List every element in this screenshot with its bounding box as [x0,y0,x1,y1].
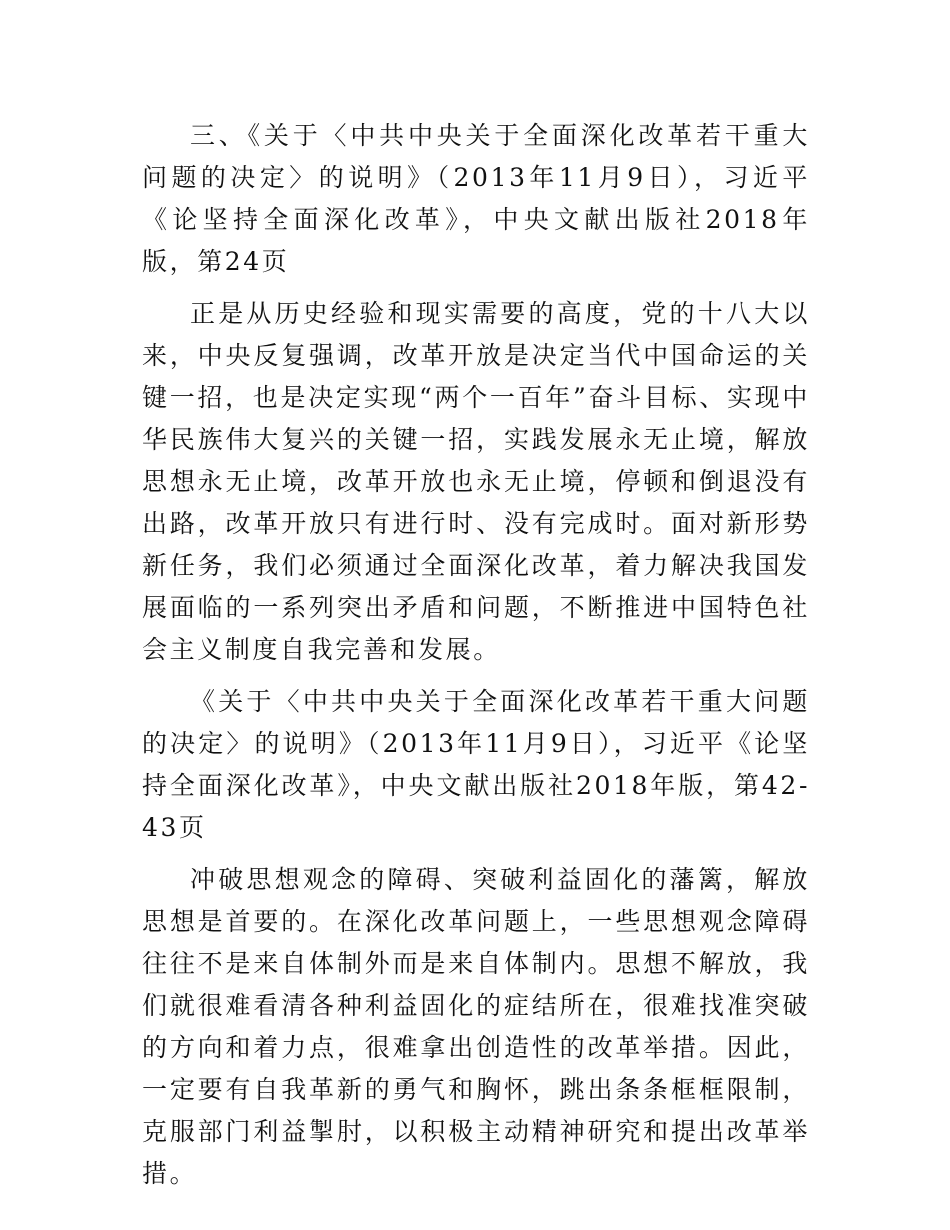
source-citation-2: 《关于〈中共中央关于全面深化改革若干重大问题的决定〉的说明》（2013年11月9日），习近平《论坚持全面深化改革》，中央文献出版社2018年版，第42-43页 [142,687,810,842]
document-body [142,115,810,1205]
body-paragraph-1: 正是从历史经验和现实需要的高度，党的十八大以来，中央反复强调，改革开放是决定当代中国命运的关键一招，也是决定实现“两个一百年”奋斗目标、实现中华民族伟大复兴的关键一招，实践发展永无止境，解放思想永无止境，改革开放也永无止境，停顿和倒退没有出路，改革开放只有进行时、没有完成时。面对新形势新任务，我们必须通过全面深化改革，着力解决我国发展面临的一系列突出矛盾和问题，不断推进中国特色社会主义制度自我完善和发展。 [142,299,810,664]
body-paragraph-2: 冲破思想观念的障碍、突破利益固化的藩篱，解放思想是首要的。在深化改革问题上，一些思想观念障碍往往不是来自体制外而是来自体制内。思想不解放，我们就很难看清各种利益固化的症结所在，很难找准突破的方向和着力点，很难拿出创造性的改革举措。因此，一定要有自我革新的勇气和胸怀，跳出条条框框限制，克服部门利益掣肘，以积极主动精神研究和提出改革举措。 [142,865,810,1188]
source-citation-1: 三、《关于〈中共中央关于全面深化改革若干重大问题的决定〉的说明》（2013年11月9日），习近平《论坚持全面深化改革》，中央文献出版社2018年版，第24页 [142,121,810,276]
